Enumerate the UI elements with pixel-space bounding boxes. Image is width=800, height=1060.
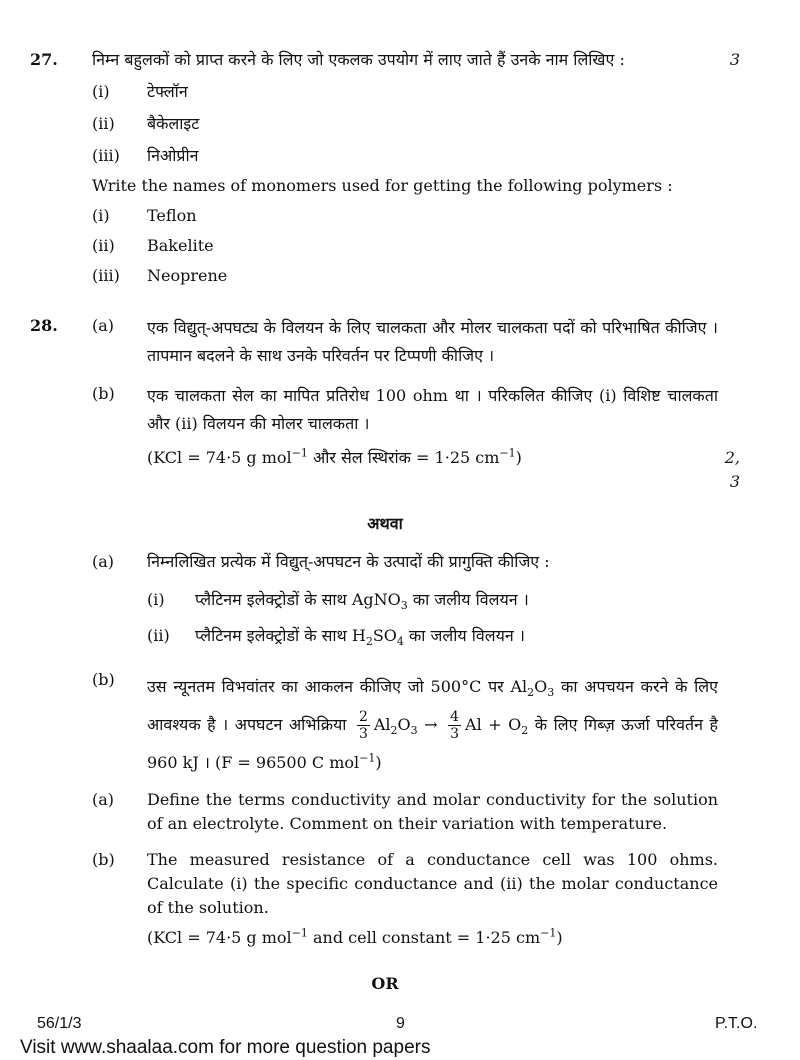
q28-en-a-text xyxy=(147,788,718,836)
q28-hindi-a xyxy=(30,314,740,370)
q28-alt-a xyxy=(30,550,740,574)
footer xyxy=(30,1014,758,1034)
q28-en-b-data xyxy=(147,926,718,950)
q28-hindi-b-data-row xyxy=(30,446,740,494)
item-text xyxy=(195,624,718,648)
q28-hindi-b xyxy=(30,382,740,438)
q28-hindi-a-line1: एक विद्युत्-अपघट्य के विलयन के लिए चालकता और मोलर चालकता पदों को xyxy=(147,318,597,337)
text: SO xyxy=(372,626,397,645)
text: के xyxy=(528,715,548,734)
part-label: (b) xyxy=(92,850,115,869)
superscript: −1 xyxy=(291,446,308,460)
or-divider-hindi: अथवा xyxy=(367,514,403,533)
item-label: (i) xyxy=(147,590,165,609)
numerator: 4 xyxy=(450,709,460,725)
q28-en-b-line: conductance of the solution. xyxy=(147,874,718,917)
q28-alt-b-text xyxy=(147,668,718,782)
numerator: 2 xyxy=(358,709,368,725)
subscript: 2 xyxy=(390,724,398,738)
item-label: (iii) xyxy=(92,146,120,165)
paper-code: 56/1/3 xyxy=(37,1015,82,1032)
part-label: (b) xyxy=(92,384,115,403)
subscript: 2 xyxy=(527,686,535,700)
subscript: 3 xyxy=(547,686,555,700)
list-item xyxy=(30,204,740,228)
item-label: (iii) xyxy=(92,266,120,285)
item-text: निओप्रीन xyxy=(147,146,199,165)
text: O xyxy=(534,677,548,696)
subscript: 3 xyxy=(410,724,418,738)
list-item xyxy=(30,588,740,612)
text: प्लैटिनम इलेक्ट्रोडों के साथ H xyxy=(195,626,366,645)
question-number: 28. xyxy=(30,316,58,335)
denominator: 3 xyxy=(450,726,460,742)
item-label: (ii) xyxy=(147,626,170,645)
q28-en-a-line: solution of an electrolyte. Comment on their variation with xyxy=(147,790,718,833)
subscript: 2 xyxy=(521,724,529,738)
text: O xyxy=(397,715,411,734)
part-label: (a) xyxy=(92,316,115,335)
list-item xyxy=(30,112,740,136)
list-item xyxy=(30,234,740,258)
question-number: 27. xyxy=(30,50,58,69)
text: and cell constant = 1·25 cm xyxy=(307,928,541,947)
q28-en-a-line: temperature. xyxy=(560,814,668,833)
text: (KCl = 74·5 g mol xyxy=(147,928,292,947)
superscript: −1 xyxy=(499,446,516,460)
visit-link[interactable]: Visit www.shaalaa.com for more question papers xyxy=(20,1037,431,1058)
superscript: −1 xyxy=(540,926,557,940)
item-text xyxy=(195,588,718,612)
item-label: (ii) xyxy=(92,114,115,133)
subscript: 3 xyxy=(400,599,408,613)
part-label: (a) xyxy=(92,790,115,809)
text: (KCl = 74·5 g mol xyxy=(147,448,292,467)
list-item xyxy=(30,144,740,168)
text: करने के लिए आवश्यक है । अपघटन अभिक्रिया xyxy=(147,677,718,734)
text: ) xyxy=(375,753,382,772)
q28-en-b-text xyxy=(147,848,718,920)
q27-hindi-prompt: निम्न बहुलकों को प्राप्त करने के लिए जो एकलक उपयोग में लाए जाते हैं उनके नाम लिखिए : xyxy=(92,50,625,69)
item-text: बैकेलाइट xyxy=(147,114,200,133)
q28-hindi-b-data xyxy=(147,446,718,494)
q27-english-prompt: Write the names of monomers used for getting the following polymers : xyxy=(92,176,673,195)
text: का जलीय विलयन । xyxy=(403,626,525,645)
q28-hindi-a-line2: परिभाषित कीजिए । तापमान बदलने के साथ उनके परिवर्तन पर टिप्पणी कीजिए । xyxy=(147,318,718,365)
q28-en-a-line: Define the terms conductivity and molar conductivity for the xyxy=(147,790,648,809)
item-label: (i) xyxy=(92,82,110,101)
q28-alt-b-line1 xyxy=(147,677,634,700)
q28-hindi-b-text xyxy=(147,382,718,438)
text: और सेल स्थिरांक = 1·25 cm xyxy=(307,448,500,467)
part-label: (b) xyxy=(92,670,115,689)
superscript: −1 xyxy=(291,926,308,940)
pto-label: P.T.O. xyxy=(715,1015,758,1032)
text: Al + O xyxy=(465,715,522,734)
text: लिए गिब्ज़ ऊर्जा परिवर्तन है 960 kJ । (F = 96500 C mol xyxy=(147,715,718,772)
fraction xyxy=(448,709,461,742)
text: ) xyxy=(556,928,563,947)
list-item xyxy=(30,624,740,648)
item-text: टेफ्लॉन xyxy=(147,82,188,101)
q28-en-b-data-row xyxy=(30,926,740,950)
superscript: −1 xyxy=(359,751,376,765)
text: ) xyxy=(515,448,522,467)
item-label: (ii) xyxy=(92,236,115,255)
page-number: 9 xyxy=(396,1015,405,1032)
subscript: 4 xyxy=(396,635,404,649)
q28-marks: 2, 3 xyxy=(724,448,740,491)
subscript: 2 xyxy=(365,635,373,649)
text: प्लैटिनम इलेक्ट्रोडों के साथ AgNO xyxy=(195,590,401,609)
item-text: Bakelite xyxy=(147,236,214,255)
text: का अपचयन xyxy=(554,677,634,696)
q27-english-prompt-row xyxy=(30,174,740,198)
or-divider-english: OR xyxy=(371,974,399,993)
arrow: → xyxy=(417,715,445,734)
q28-hindi-b-line2: (i) विशिष्ट चालकता और (ii) विलयन की मोलर चालकता । xyxy=(147,386,718,433)
item-text: Neoprene xyxy=(147,266,228,285)
q27-prompt-row xyxy=(30,48,740,72)
fraction xyxy=(357,709,370,742)
text: उस न्यूनतम विभवांतर का आकलन कीजिए जो 500°C पर Al xyxy=(147,677,528,696)
q28-en-a xyxy=(30,788,740,836)
q28-hindi-b-line1: एक चालकता सेल का मापित प्रतिरोध 100 ohm था । परिकलित कीजिए xyxy=(147,386,593,405)
list-item xyxy=(30,264,740,288)
denominator: 3 xyxy=(358,726,368,742)
q28-en-b-line: Calculate (i) the specific conductance and (ii) the molar xyxy=(147,874,609,893)
part-label: (a) xyxy=(92,552,115,571)
list-item xyxy=(30,80,740,104)
item-text: Teflon xyxy=(147,206,197,225)
q28-hindi-a-text xyxy=(147,314,718,370)
q28-en-b xyxy=(30,848,740,920)
text: Al xyxy=(373,715,391,734)
q28-alt-a-text: निम्नलिखित प्रत्येक में विद्युत्-अपघटन के उत्पादों की प्रागुक्ति कीजिए : xyxy=(147,552,550,571)
q28-alt-b xyxy=(30,668,740,782)
q28-en-b-line: The measured resistance of a conductance cell was 100 ohms. xyxy=(147,850,718,869)
item-label: (i) xyxy=(92,206,110,225)
q27-marks: 3 xyxy=(729,50,740,69)
text: का जलीय विलयन । xyxy=(407,590,529,609)
